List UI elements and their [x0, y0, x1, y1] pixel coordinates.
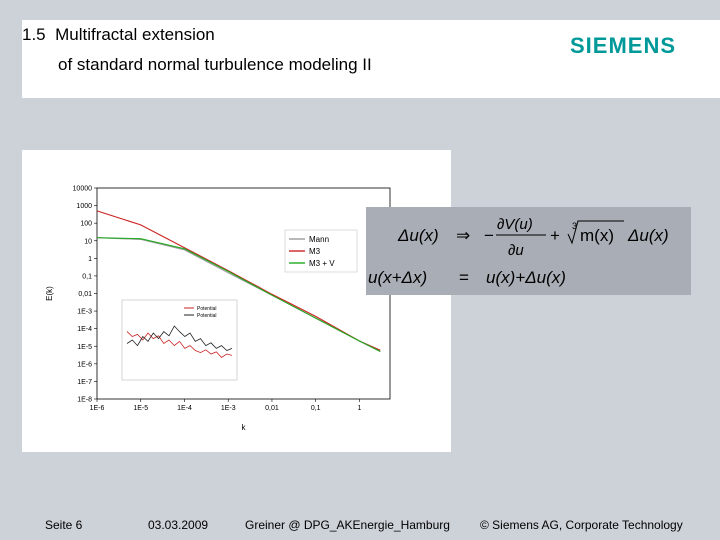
- y-tick-label: 100: [80, 220, 92, 228]
- formula-numerator: ∂V(u): [497, 216, 533, 233]
- chart-panel: [22, 150, 451, 452]
- y-tick-label: 1E-3: [77, 308, 92, 316]
- footer-date: 03.03.2009: [148, 518, 209, 532]
- y-tick-label: 0,1: [82, 273, 92, 281]
- formula-plus: +: [550, 226, 560, 245]
- slide-title-line1: 1.5 Multifractal extension: [22, 25, 215, 44]
- formula-equals: =: [459, 268, 469, 287]
- y-tick-label: 1E-4: [77, 326, 92, 334]
- formula-rhs2: u(x)+Δu(x): [486, 268, 566, 287]
- x-tick-label: 0,1: [310, 405, 321, 412]
- footer-copyright: © Siemens AG, Corporate Technology: [480, 518, 683, 532]
- formula-tail1: Δu(x): [628, 226, 669, 245]
- formula: [366, 207, 691, 295]
- y-tick-label: 10: [84, 238, 92, 246]
- y-tick-label: 1E-7: [77, 378, 92, 386]
- legend-label: M3: [309, 247, 321, 256]
- footer-author: Greiner @ DPG_AKEnergie_Hamburg: [245, 518, 450, 532]
- x-tick-label: 0,01: [265, 405, 279, 412]
- footer-page: Seite 6: [45, 518, 83, 532]
- legend-label: Mann: [309, 235, 330, 244]
- x-axis-label: k: [241, 423, 246, 432]
- legend-label: M3 + V: [309, 259, 335, 268]
- formula-minus: −: [484, 226, 494, 245]
- x-tick-label: 1E-5: [133, 405, 149, 412]
- y-tick-label: 1E-6: [77, 361, 92, 369]
- y-tick-label: 10000: [72, 185, 92, 193]
- formula-root-index: 3: [572, 221, 578, 231]
- inset-legend-label: Potential: [197, 313, 217, 319]
- spectrum-chart: [22, 150, 451, 452]
- x-tick-label: 1: [357, 405, 362, 412]
- inset-legend-label: Potential: [197, 306, 217, 312]
- y-axis-label: E(k): [45, 286, 54, 301]
- y-tick-label: 1: [88, 255, 92, 263]
- y-tick-label: 0,01: [78, 291, 92, 298]
- x-tick-label: 1E-4: [177, 405, 192, 412]
- x-tick-label: 1E-6: [89, 405, 105, 412]
- siemens-logo: SIEMENS: [570, 33, 677, 58]
- formula-lhs1: Δu(x): [398, 226, 439, 245]
- formula-denominator: ∂u: [508, 242, 524, 259]
- formula-arrow: ⇒: [456, 226, 471, 245]
- y-tick-label: 1000: [76, 203, 92, 211]
- formula-root-body: m(x): [580, 226, 614, 245]
- y-tick-label: 1E-8: [77, 396, 92, 404]
- x-tick-label: 1E-3: [220, 405, 236, 412]
- inset-frame: [122, 300, 237, 380]
- formula-lhs2: u(x+Δx): [368, 268, 428, 287]
- y-tick-label: 1E-5: [77, 343, 92, 351]
- formula-panel: [366, 207, 691, 295]
- slide-title-line2: of standard normal turbulence modeling II: [58, 55, 372, 74]
